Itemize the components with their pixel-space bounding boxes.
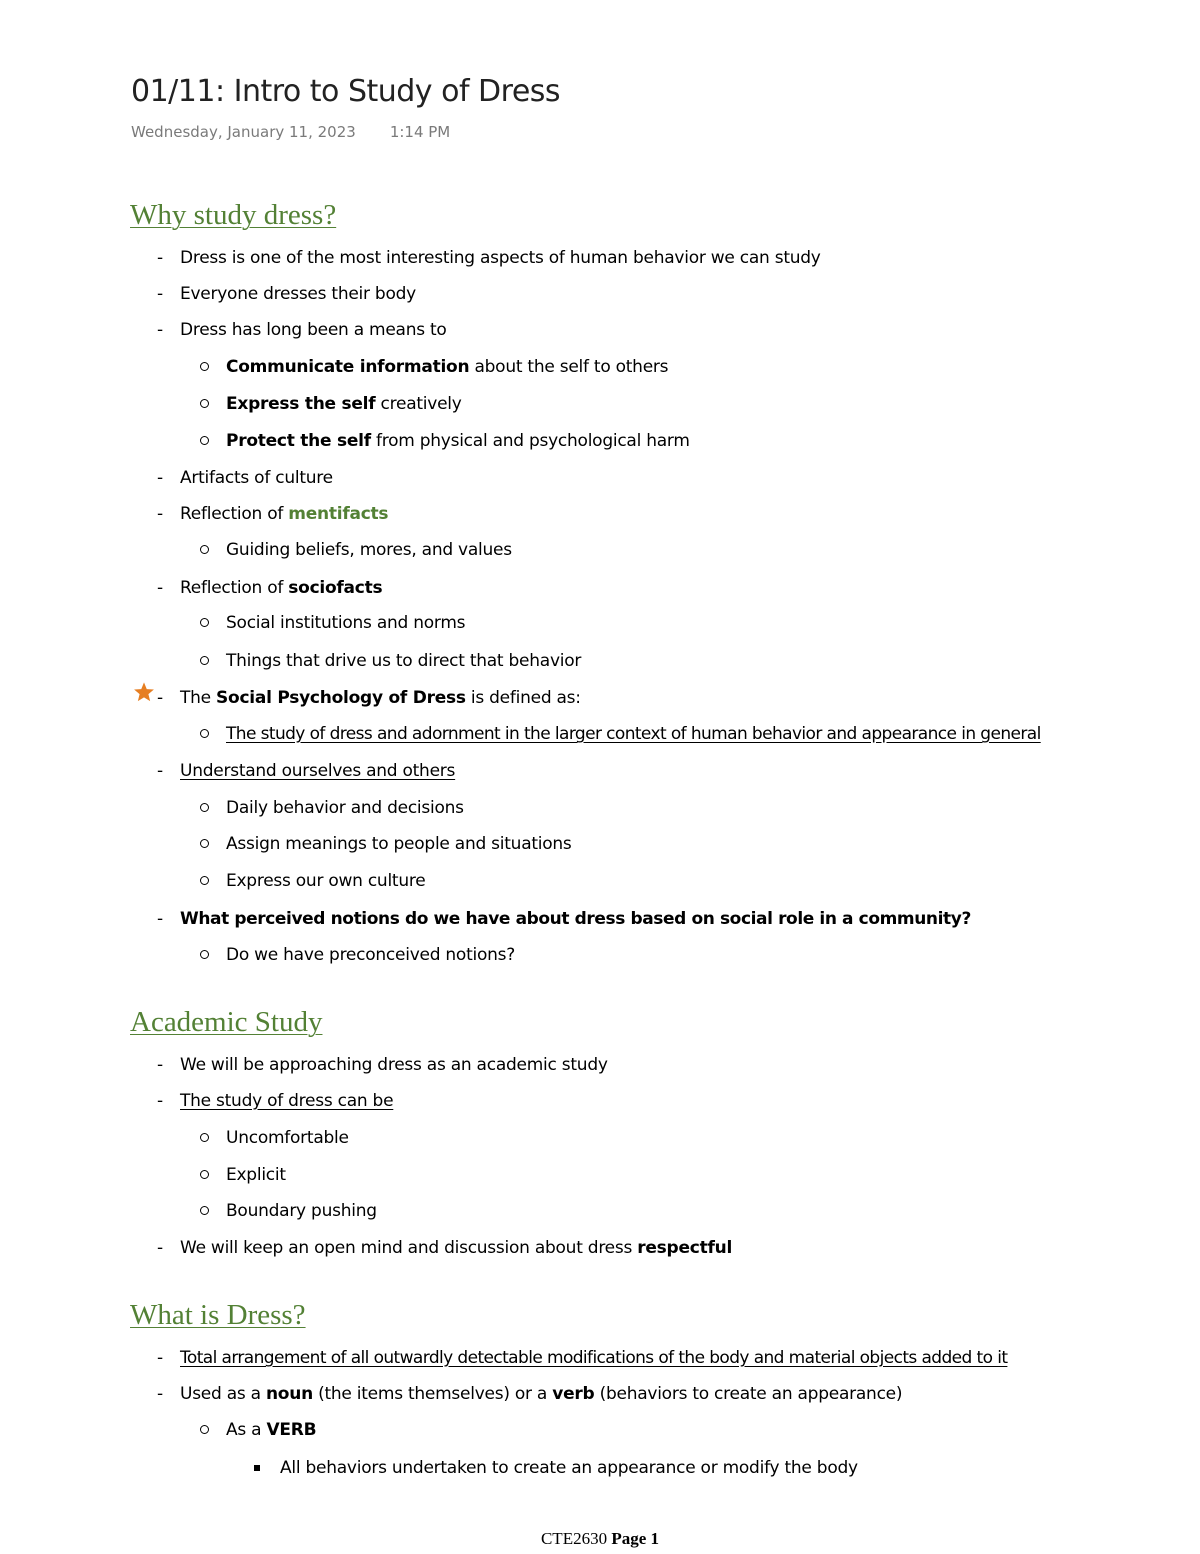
- list-item: - The Social Psychology of Dress is defined as:: [157, 688, 581, 708]
- heading-academic-study: Academic Study: [130, 1006, 323, 1038]
- star-icon: [133, 681, 155, 703]
- circle-bullet-icon: [200, 803, 209, 812]
- list-item: - Reflection of mentifacts: [157, 504, 389, 524]
- list-item: Things that drive us to direct that behavior: [200, 648, 581, 674]
- circle-bullet-icon: [200, 876, 209, 885]
- list-item: Boundary pushing: [200, 1198, 377, 1224]
- page-time: 1:14 PM: [389, 123, 451, 141]
- list-item: Protect the self from physical and psychological harm: [200, 428, 690, 454]
- circle-bullet-icon: [200, 545, 209, 554]
- circle-bullet-icon: [200, 950, 209, 959]
- list-item: Do we have preconceived notions?: [200, 942, 515, 968]
- list-item: - Everyone dresses their body: [157, 284, 416, 304]
- page-dateline: [131, 123, 450, 141]
- list-item: - Understand ourselves and others: [157, 761, 456, 781]
- page-title: 01/11: Intro to Study of Dress: [131, 74, 561, 109]
- list-item: Express our own culture: [200, 868, 425, 894]
- list-item: All behaviors undertaken to create an appearance or modify the body: [254, 1455, 858, 1481]
- circle-bullet-icon: [200, 1170, 209, 1179]
- list-item: - Used as a noun (the items themselves) or a verb (behaviors to create an appearance): [157, 1384, 903, 1404]
- list-item: - We will keep an open mind and discussion about dress respectful: [157, 1238, 733, 1258]
- heading-what-is-dress: What is Dress?: [130, 1299, 306, 1331]
- circle-bullet-icon: [200, 399, 209, 408]
- list-item: - We will be approaching dress as an academic study: [157, 1055, 608, 1075]
- circle-bullet-icon: [200, 618, 209, 627]
- list-item: - Artifacts of culture: [157, 468, 333, 488]
- list-item: Express the self creatively: [200, 391, 462, 417]
- circle-bullet-icon: [200, 1425, 209, 1434]
- list-item: - What perceived notions do we have about dress based on social role in a community?: [157, 909, 971, 929]
- list-item: The study of dress and adornment in the larger context of human behavior and appearance in general: [200, 721, 1041, 747]
- circle-bullet-icon: [200, 839, 209, 848]
- list-item: Explicit: [200, 1162, 286, 1188]
- circle-bullet-icon: [200, 1206, 209, 1215]
- list-item: Uncomfortable: [200, 1125, 349, 1151]
- list-item: - Total arrangement of all outwardly detectable modifications of the body and material objects added to it: [157, 1348, 1008, 1368]
- list-item: - The study of dress can be: [157, 1091, 394, 1111]
- list-item: Communicate information about the self to others: [200, 354, 668, 380]
- square-bullet-icon: [254, 1465, 260, 1471]
- list-item: Assign meanings to people and situations: [200, 831, 572, 857]
- list-item: Social institutions and norms: [200, 610, 465, 636]
- circle-bullet-icon: [200, 436, 209, 445]
- page-footer: CTE2630 Page 1: [540, 1529, 660, 1548]
- list-item: - Reflection of sociofacts: [157, 578, 383, 598]
- circle-bullet-icon: [200, 1133, 209, 1142]
- list-item: As a VERB: [200, 1417, 316, 1443]
- list-item: Daily behavior and decisions: [200, 795, 464, 821]
- circle-bullet-icon: [200, 729, 209, 738]
- list-item: - Dress has long been a means to: [157, 320, 447, 340]
- page-date: Wednesday, January 11, 2023: [131, 123, 356, 141]
- heading-why-study-dress: Why study dress?: [130, 199, 337, 231]
- circle-bullet-icon: [200, 656, 209, 665]
- circle-bullet-icon: [200, 362, 209, 371]
- list-item: Guiding beliefs, mores, and values: [200, 537, 512, 563]
- list-item: - Dress is one of the most interesting aspects of human behavior we can study: [157, 248, 821, 268]
